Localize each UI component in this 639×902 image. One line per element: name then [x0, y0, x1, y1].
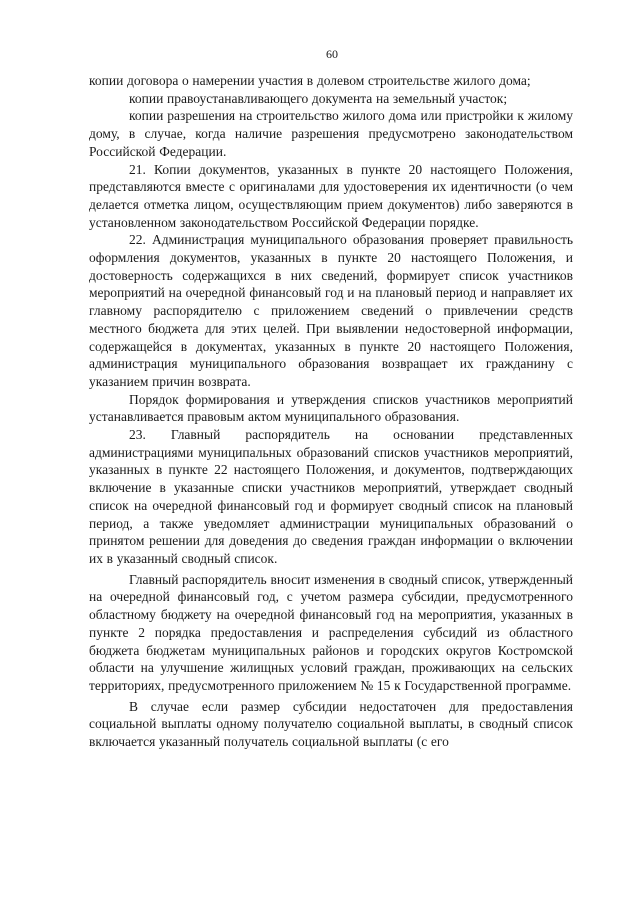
paragraph: Порядок формирования и утверждения списков участников мероприятий устанавливается правовым актом муниципального образования.: [89, 391, 573, 425]
paragraph: копии правоустанавливающего документа на земельный участок;: [129, 90, 508, 106]
paragraph: Главный распорядитель вносит изменения в сводный список, утвержденный на очередной финансовый год, с учетом размера субсидии, предусмотренного областному бюджету на очередной финансовый год на мероприятия, указанных в пункте 2 порядка предоставления и распределения субсидий из областного бюджета бюджетам муниципальных районов и городских округов Костромской области на улучшение жилищных условий граждан, проживающих на сельских территориях, предусмотренного приложением № 15 к Государственной программе.: [89, 571, 573, 693]
paragraph: 22. Администрация муниципального образования проверяет правильность оформления документов, указанных в пункте 20 настоящего Положения, и достоверность содержащихся в них сведений, формирует список участников мероприятий на очередной финансовый год и на плановый период и направляет их главному распорядителю с приложением сведений о привлечении средств местного бюджета для этих целей. При выявлении недостоверной информации, содержащейся в документах, указанных в пункте 20 настоящего Положения, администрация муниципального образования возвращает их гражданину с указанием причин возврата.: [89, 232, 573, 389]
paragraph: 23. Главный распорядитель на основании представленных администрациями муниципальных образований списков участников мероприятий, указанных в пункте 22 настоящего Положения, и документов, подтверждающих включение в указанные списки участников мероприятий, утверждает сводный список на очередной финансовый год и формирует сводный список на плановый период, а также уведомляет администрации муниципальных образований о принятом решении для доведения до сведения граждан информации о включении их в указанный сводный список.: [89, 427, 573, 566]
document-body: [89, 72, 573, 751]
paragraph: В случае если размер субсидии недостаточен для предоставления социальной выплаты одному получателю социальной выплаты, в сводный список включается указанный получатель социальной выплаты (с его: [89, 698, 573, 750]
paragraph: 21. Копии документов, указанных в пункте 20 настоящего Положения, представляются вместе с оригиналами для удостоверения их идентичности (о чем делается отметка лицом, осуществляющим прием документов) либо заверяются в установленном законодательством Российской Федерации порядке.: [89, 161, 573, 230]
paragraph: копии разрешения на строительство жилого дома или пристройки к жилому дому, в случае, когда наличие разрешения предусмотрено законодательством Российской Федерации.: [89, 108, 573, 159]
page-number: 60: [326, 47, 338, 61]
paragraph: копии договора о намерении участия в долевом строительстве жилого дома;: [89, 73, 531, 88]
